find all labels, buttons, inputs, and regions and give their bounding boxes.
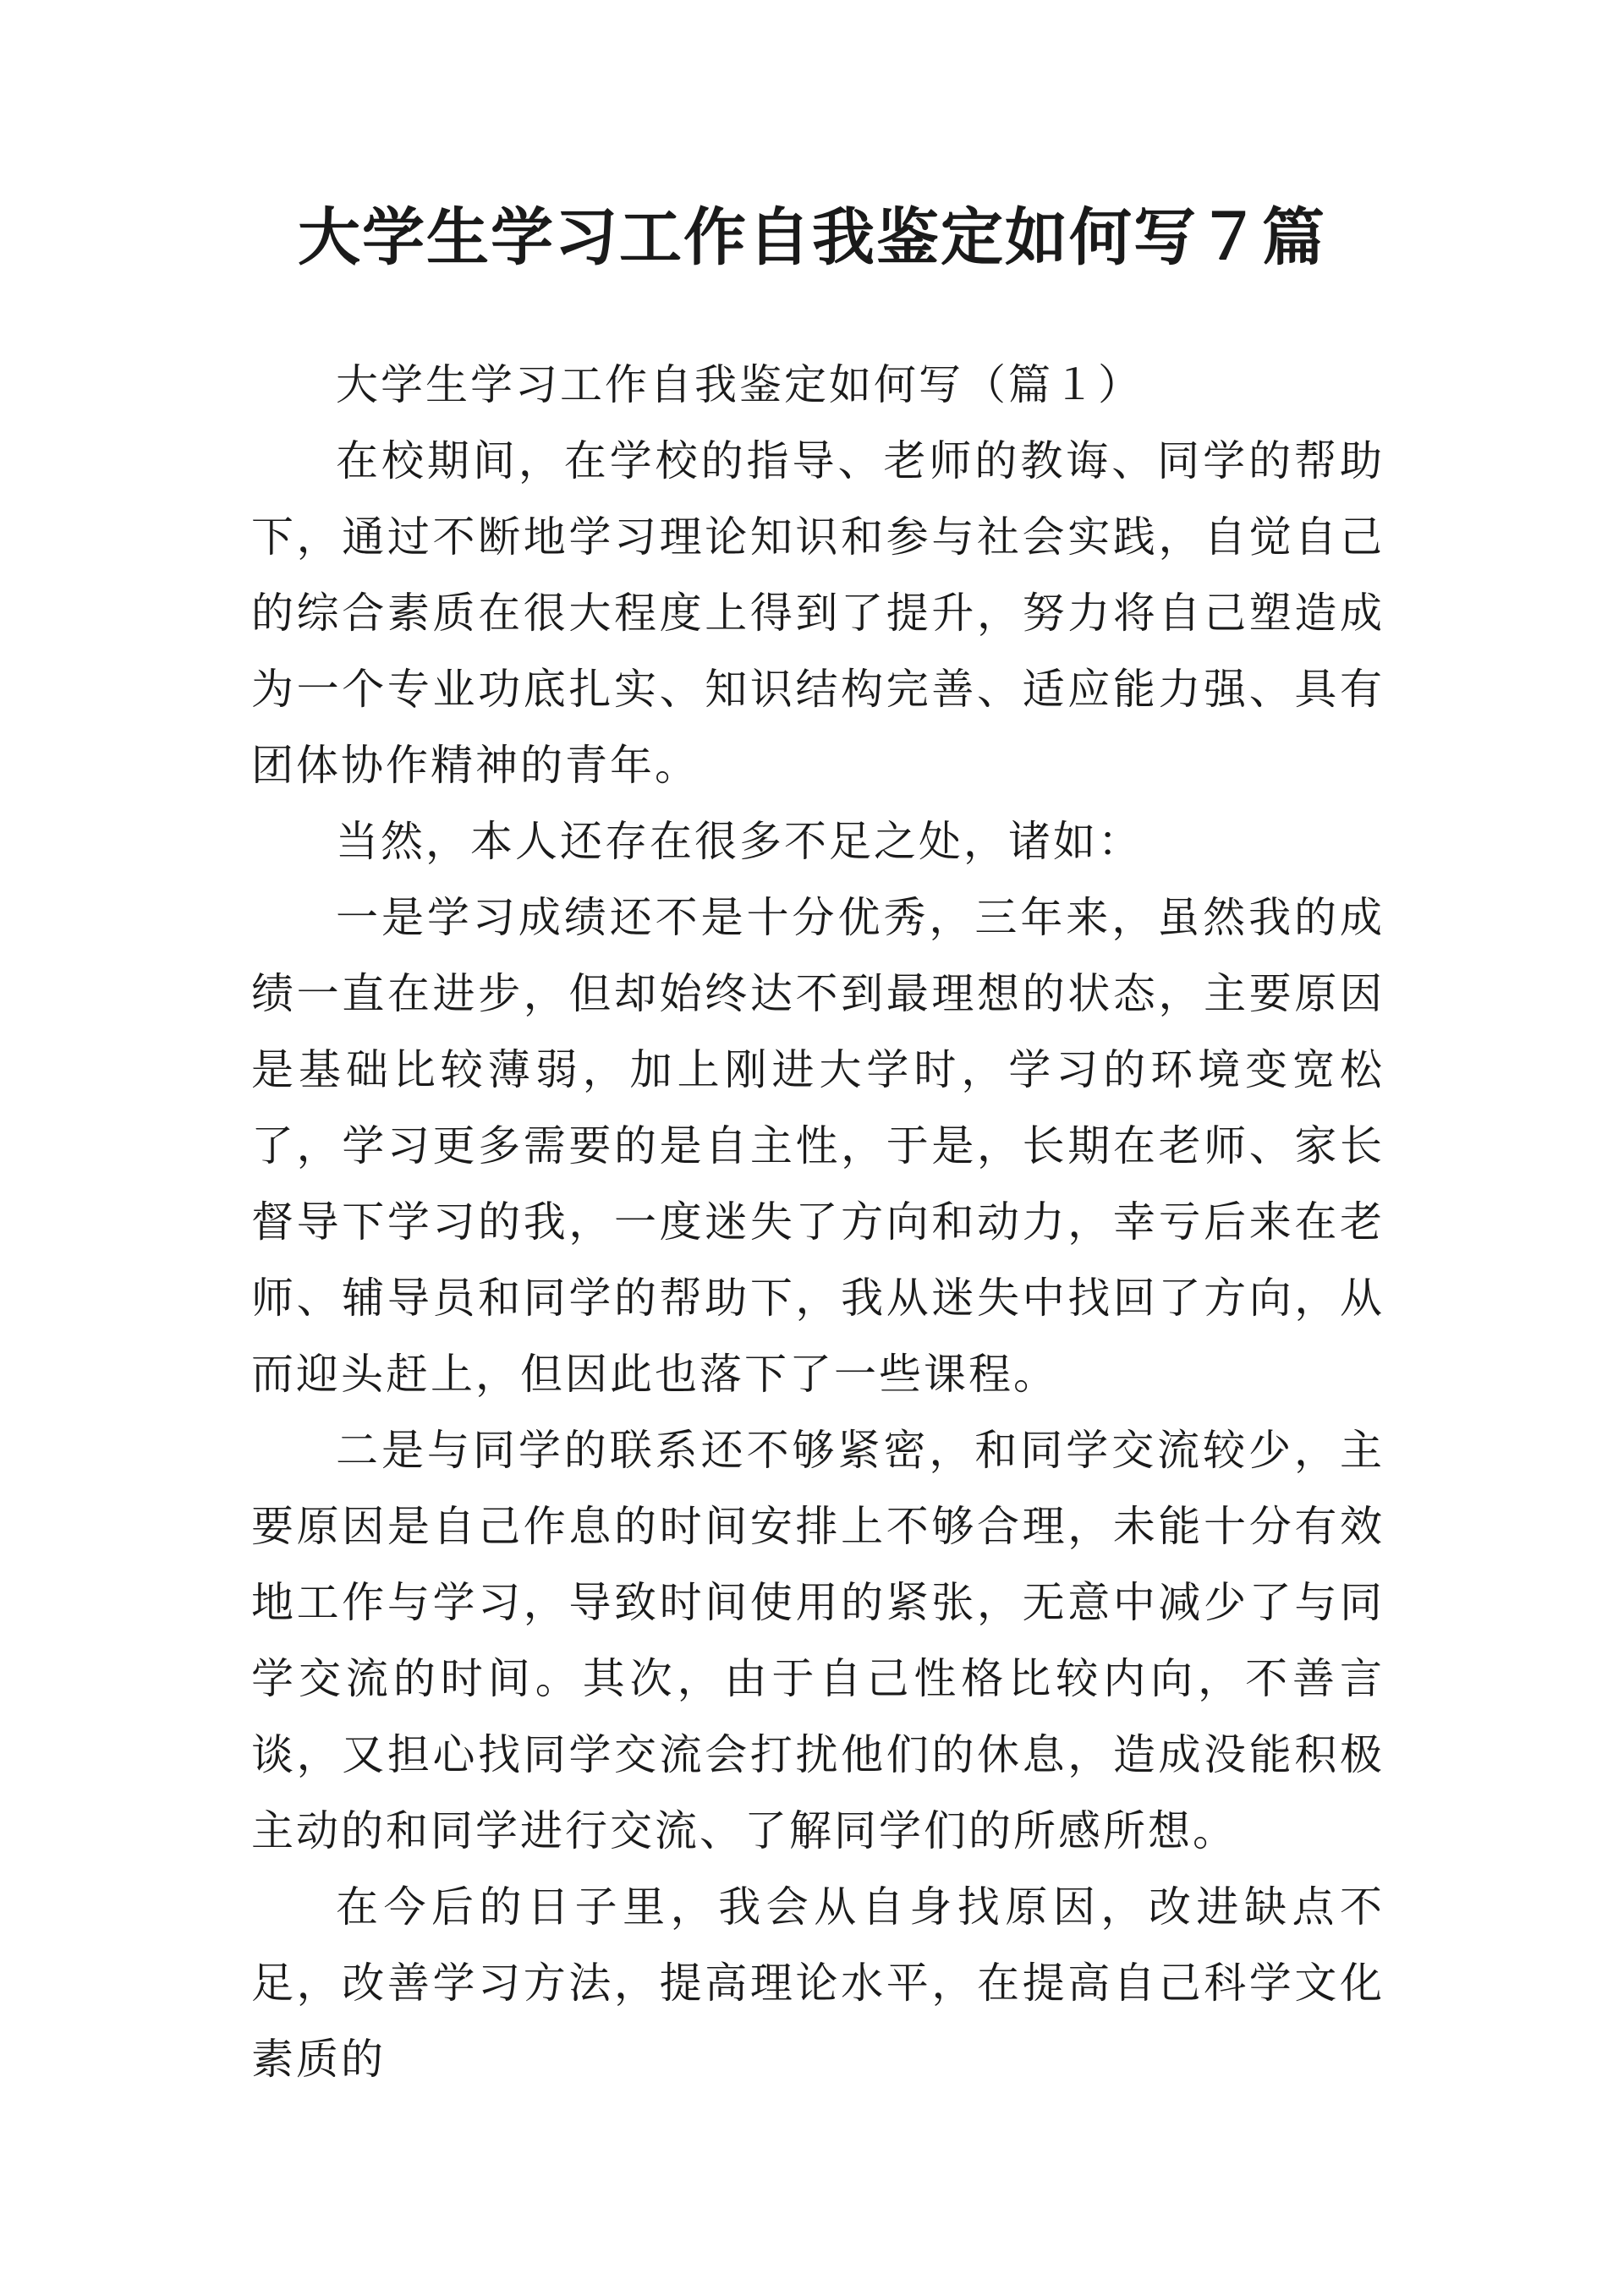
paragraph: 当然，本人还存在很多不足之处，诸如：	[336, 817, 1143, 866]
section-heading: 大学生学习工作自我鉴定如何写（篇１）	[336, 360, 1143, 409]
document-title: 大学生学习工作自我鉴定如何写７篇	[298, 201, 1326, 274]
paragraph: 一是学习成绩还不是十分优秀，三年来，虽然我的成绩一直在进步，但却始终达不到最理想的状态，主要原因是基础比较薄弱，加上刚进大学时，学习的环境变宽松了，学习更多需要的是自主性，于是，长期在老师、家长督导下学习的我，一度迷失了方向和动力，幸亏后来在老师、辅导员和同学的帮助下，我从迷失中找回了方向，从而迎头赶上，但因此也落下了一些课程。	[251, 893, 1385, 1399]
paragraph: 在今后的日子里，我会从自身找原因，改进缺点不足，改善学习方法，提高理论水平，在提高自己科学文化素质的	[251, 1882, 1385, 2084]
paragraph: 在校期间，在学校的指导、老师的教诲、同学的帮助下，通过不断地学习理论知识和参与社会实践，自觉自己的综合素质在很大程度上得到了提升，努力将自己塑造成为一个专业功底扎实、知识结构完善、适应能力强、具有团体协作精神的青年。	[251, 436, 1385, 790]
paragraph: 二是与同学的联系还不够紧密，和同学交流较少，主要原因是自己作息的时间安排上不够合理，未能十分有效地工作与学习，导致时间使用的紧张，无意中减少了与同学交流的时间。其次，由于自己性格比较内向，不善言谈，又担心找同学交流会打扰他们的休息，造成没能积极主动的和同学进行交流、了解同学们的所感所想。	[251, 1426, 1385, 1855]
document-body	[251, 347, 1385, 2097]
